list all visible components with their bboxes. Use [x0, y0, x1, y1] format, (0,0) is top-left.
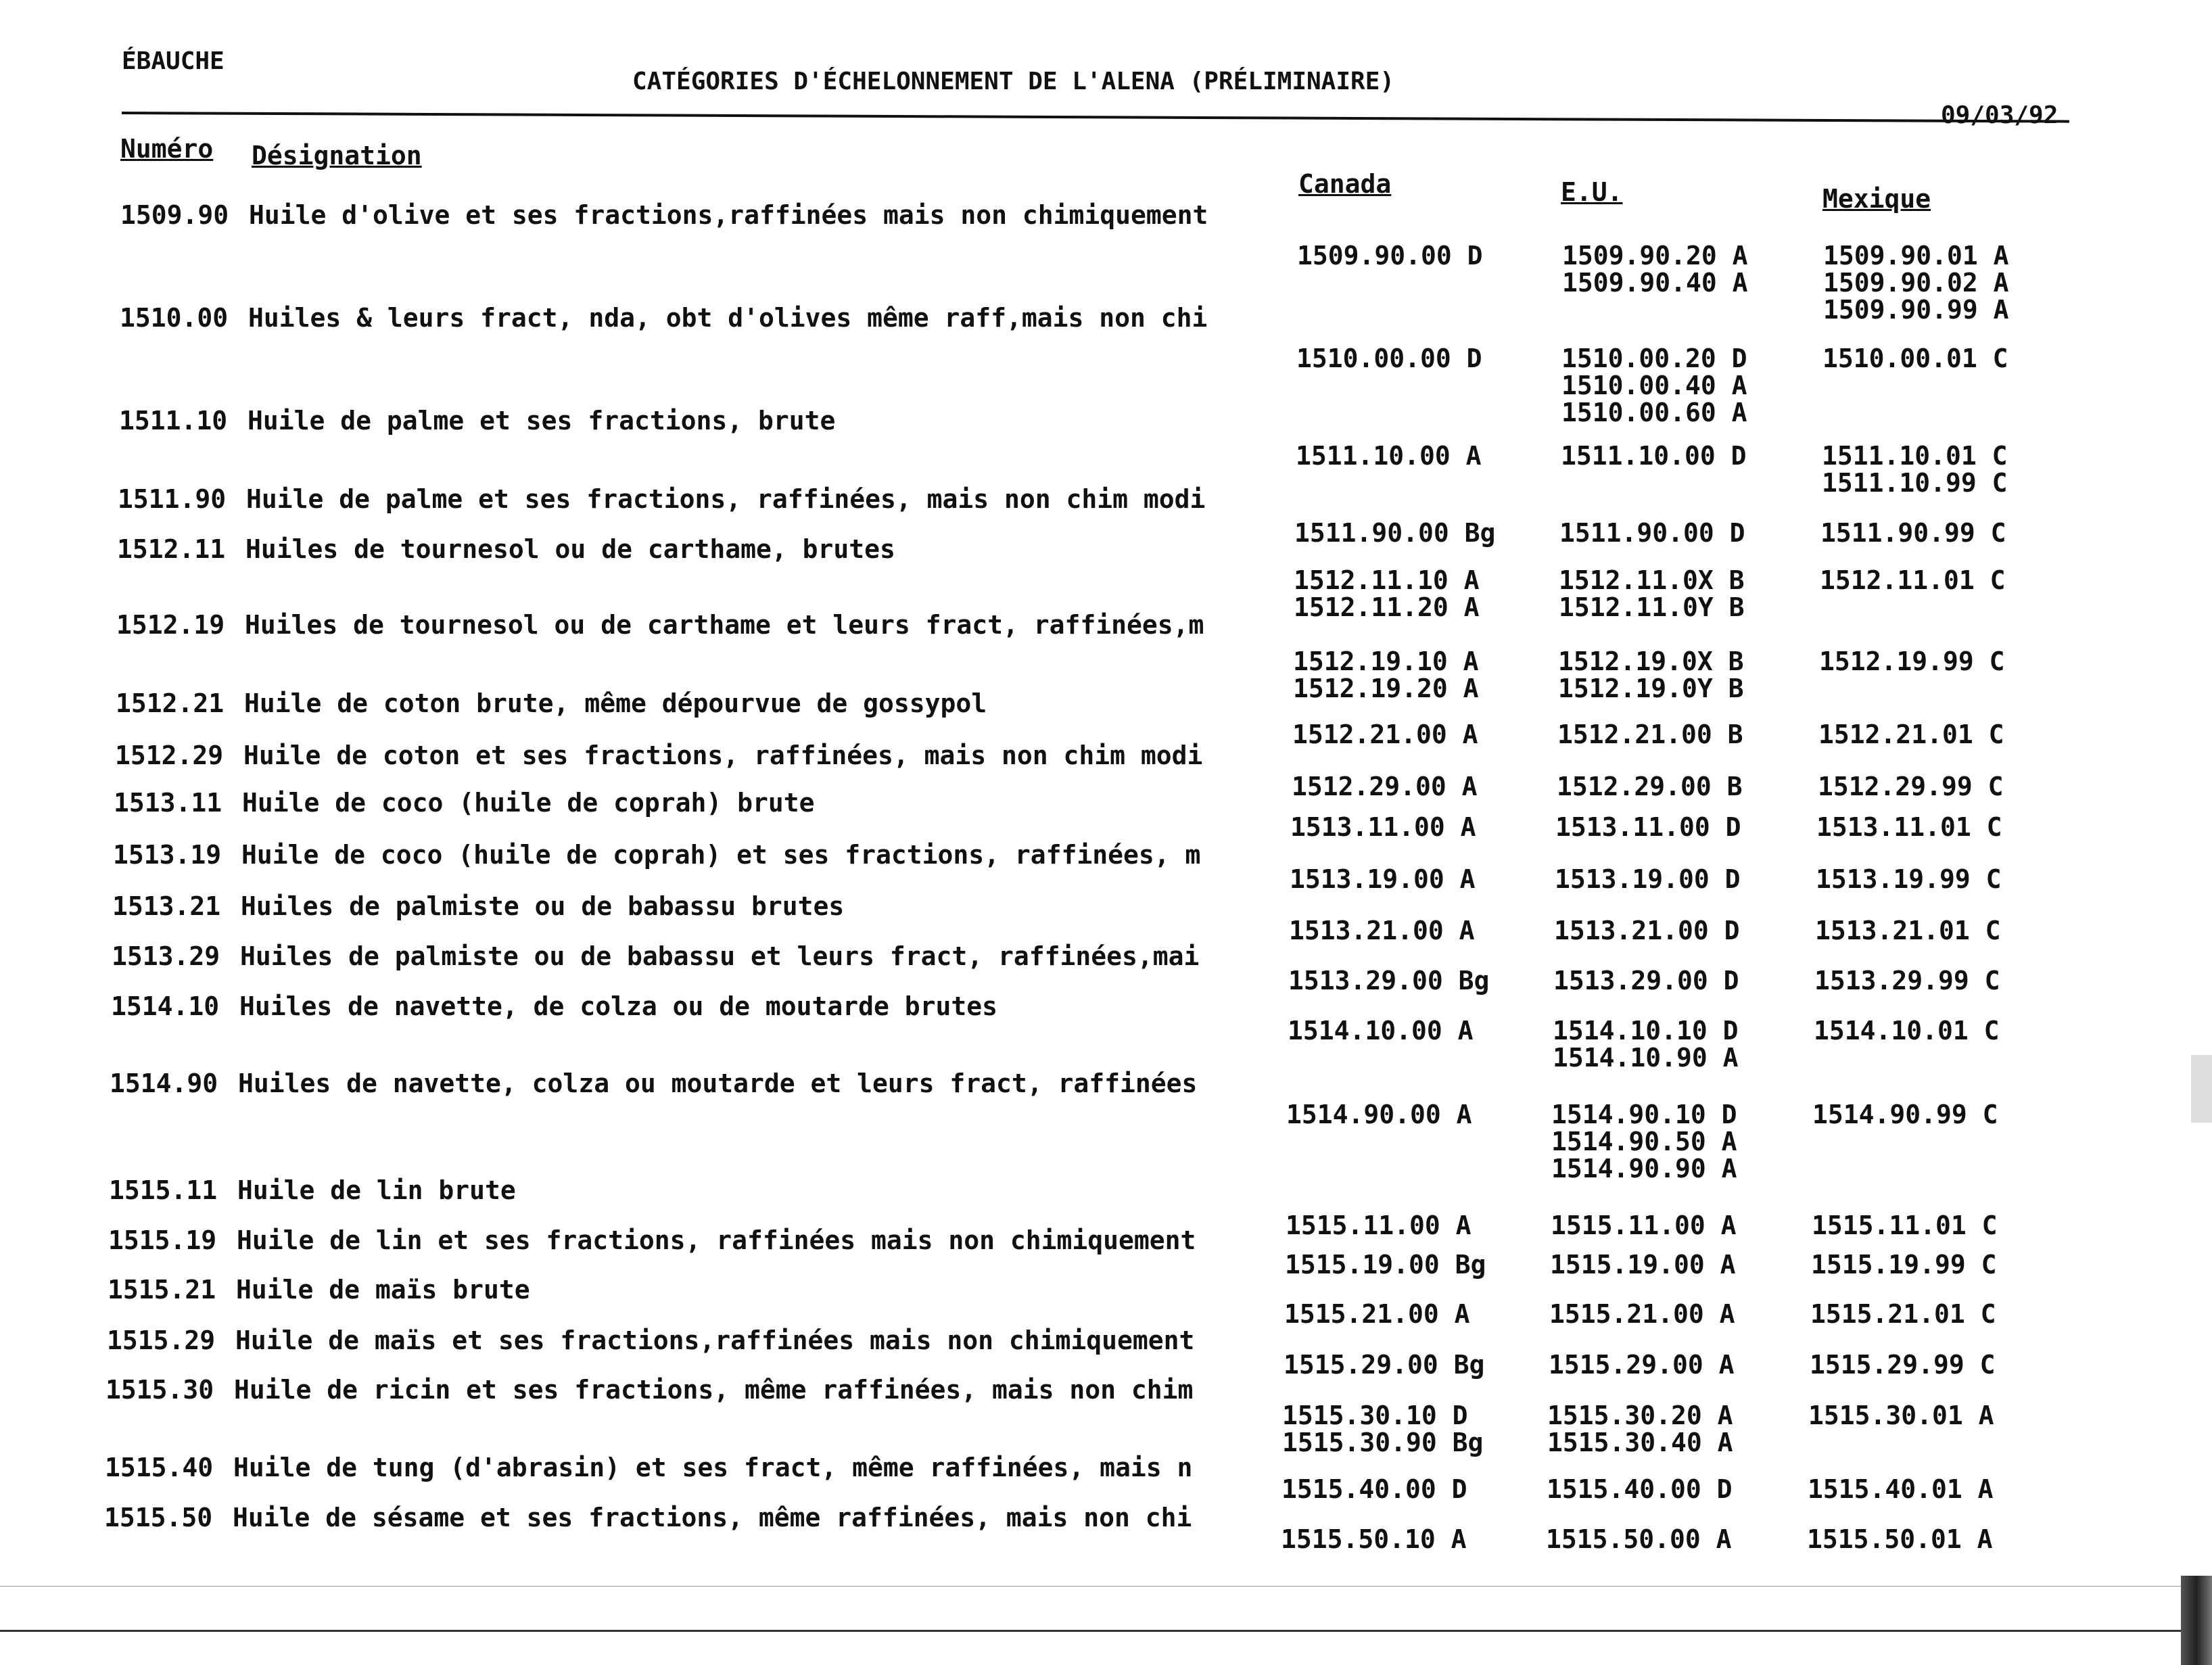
tariff-code: 1512.11.0X B: [1559, 565, 1745, 595]
row-designation: Huile de ricin et ses fractions, même raffinées, mais non chim: [234, 1375, 1194, 1405]
row-designation: Huile de sésame et ses fractions, même raffinées, mais non chi: [233, 1503, 1192, 1532]
tariff-code: 1515.30.01 A: [1808, 1401, 1994, 1430]
canada-codes: [1294, 567, 1480, 621]
row-number: 1511.90: [118, 484, 227, 514]
tariff-code: 1514.10.00 A: [1288, 1016, 1474, 1046]
tariff-code: 1515.40.01 A: [1808, 1474, 1994, 1504]
row-number: 1509.90: [120, 200, 229, 230]
tariff-code: 1512.19.0X B: [1558, 647, 1744, 676]
row-number: 1512.29: [115, 741, 224, 770]
tariff-code: 1515.29.00 Bg: [1284, 1350, 1485, 1380]
tariff-code: 1515.50.01 A: [1807, 1524, 1993, 1554]
document-date: 09/03/92: [1941, 101, 2058, 129]
row-number: 1513.19: [113, 840, 222, 870]
mexico-codes: [1814, 967, 2000, 994]
row-number: 1514.10: [111, 991, 220, 1021]
row-designation: Huiles de tournesol ou de carthame, brutes: [245, 534, 895, 564]
canada-codes: [1292, 721, 1478, 748]
row-designation: Huile de coton et ses fractions, raffinées, mais non chim modi: [243, 741, 1203, 770]
row-number: 1510.00: [120, 303, 229, 333]
tariff-code: 1510.00.40 A: [1561, 371, 1747, 400]
tariff-code: 1515.21.00 A: [1284, 1299, 1470, 1329]
draft-label: ÉBAUCHE: [122, 47, 225, 75]
us-codes: [1554, 917, 1740, 944]
tariff-code: 1510.00.60 A: [1561, 398, 1747, 427]
row-number: 1514.90: [110, 1069, 218, 1098]
tariff-code: 1515.29.99 C: [1810, 1350, 1996, 1380]
canada-codes: [1290, 814, 1476, 841]
row-number: 1515.19: [108, 1225, 217, 1255]
tariff-code: 1515.11.00 A: [1551, 1211, 1737, 1240]
mexico-codes: [1818, 773, 2004, 800]
canada-codes: [1288, 967, 1489, 994]
tariff-code: 1511.90.00 Bg: [1294, 518, 1496, 548]
tariff-code: 1510.00.00 D: [1296, 344, 1482, 373]
tariff-code: 1512.11.20 A: [1294, 592, 1480, 622]
tariff-code: 1515.19.00 A: [1550, 1250, 1736, 1280]
row-number: 1515.40: [105, 1453, 214, 1482]
us-codes: [1561, 442, 1747, 469]
tariff-code: 1511.10.01 C: [1822, 441, 2008, 471]
mexico-codes: [1822, 442, 2008, 496]
row-number: 1515.21: [108, 1275, 216, 1305]
tariff-code: 1515.29.00 A: [1549, 1350, 1735, 1380]
us-codes: [1547, 1402, 1733, 1456]
tariff-code: 1509.90.02 A: [1823, 268, 2009, 298]
tariff-code: 1512.29.00 B: [1557, 772, 1743, 801]
row-number: 1513.11: [114, 788, 222, 818]
row-number: 1515.30: [105, 1375, 214, 1405]
row-designation: Huile de maïs brute: [236, 1275, 530, 1305]
us-codes: [1559, 567, 1745, 621]
mexico-codes: [1822, 345, 2008, 372]
tariff-code: 1515.30.20 A: [1547, 1401, 1733, 1430]
tariff-code: 1514.90.10 D: [1551, 1100, 1737, 1129]
us-codes: [1549, 1300, 1735, 1328]
us-codes: [1553, 967, 1739, 994]
tariff-code: 1513.11.00 A: [1290, 812, 1476, 842]
row-designation: Huile de coco (huile de coprah) et ses fractions, raffinées, m: [241, 840, 1201, 870]
tariff-code: 1509.90.99 A: [1823, 295, 2009, 325]
tariff-code: 1512.11.10 A: [1294, 565, 1480, 595]
mexico-codes: [1811, 1251, 1997, 1278]
row-designation: Huiles & leurs fract, nda, obt d'olives même raff,mais non chi: [248, 303, 1208, 333]
mexico-codes: [1814, 1017, 2000, 1044]
canada-codes: [1286, 1101, 1472, 1128]
canada-codes: [1284, 1351, 1484, 1378]
us-codes: [1551, 1101, 1737, 1182]
tariff-code: 1514.90.50 A: [1551, 1127, 1737, 1156]
row-number: 1515.29: [107, 1326, 216, 1355]
canada-codes: [1285, 1251, 1486, 1278]
tariff-code: 1510.00.20 D: [1561, 344, 1747, 373]
row-number: 1515.50: [104, 1503, 213, 1532]
tariff-code: 1513.29.99 C: [1814, 966, 2000, 995]
tariff-code: 1512.21.00 B: [1557, 720, 1743, 749]
us-codes: [1555, 866, 1741, 893]
tariff-code: 1511.90.99 C: [1820, 518, 2006, 548]
us-codes: [1557, 773, 1743, 800]
canada-codes: [1296, 345, 1482, 372]
column-header-mexico: Mexique: [1822, 184, 1931, 214]
tariff-code: 1513.19.99 C: [1816, 864, 2002, 894]
row-designation: Huile d'olive et ses fractions,raffinées mais non chimiquement: [249, 200, 1208, 230]
us-codes: [1562, 242, 1748, 296]
tariff-code: 1511.10.99 C: [1822, 468, 2008, 498]
tariff-code: 1513.29.00 Bg: [1288, 966, 1490, 995]
tariff-code: 1509.90.40 A: [1562, 268, 1748, 298]
tariff-code: 1513.21.00 D: [1554, 916, 1740, 945]
column-header-designation: Désignation: [252, 141, 422, 170]
tariff-code: 1515.30.40 A: [1547, 1428, 1733, 1457]
tariff-code: 1515.30.90 Bg: [1282, 1428, 1484, 1457]
row-designation: Huile de coco (huile de coprah) brute: [242, 788, 815, 818]
row-number: 1511.10: [119, 406, 228, 436]
row-designation: Huile de palme et ses fractions, brute: [248, 406, 836, 436]
tariff-code: 1509.90.01 A: [1823, 241, 2009, 271]
canada-codes: [1282, 1402, 1483, 1456]
tariff-code: 1512.21.00 A: [1292, 720, 1478, 749]
row-number: 1513.21: [112, 891, 221, 921]
footer-rule: [0, 1630, 2212, 1632]
us-codes: [1546, 1526, 1732, 1553]
us-codes: [1561, 345, 1747, 426]
tariff-code: 1510.00.01 C: [1822, 344, 2008, 373]
tariff-code: 1513.19.00 A: [1290, 864, 1476, 894]
tariff-code: 1515.40.00 D: [1547, 1474, 1733, 1504]
row-number: 1513.29: [112, 941, 220, 971]
mexico-codes: [1812, 1101, 1998, 1128]
tariff-code: 1512.19.20 A: [1293, 674, 1479, 703]
row-designation: Huile de lin et ses fractions, raffinées mais non chimiquement: [237, 1225, 1196, 1255]
mexico-codes: [1810, 1351, 1996, 1378]
tariff-code: 1515.19.99 C: [1811, 1250, 1997, 1280]
tariff-code: 1514.10.01 C: [1814, 1016, 2000, 1046]
column-header-us: E.U.: [1561, 177, 1623, 207]
canada-codes: [1281, 1526, 1467, 1553]
mexico-codes: [1816, 814, 2002, 841]
mexico-codes: [1820, 519, 2006, 546]
us-codes: [1555, 814, 1741, 841]
column-header-canada: Canada: [1298, 169, 1392, 199]
mexico-codes: [1820, 567, 2006, 594]
canada-codes: [1296, 442, 1482, 469]
row-designation: Huile de palme et ses fractions, raffinées, mais non chim modi: [246, 484, 1206, 514]
tariff-code: 1514.10.90 A: [1553, 1043, 1739, 1073]
tariff-code: 1514.90.90 A: [1551, 1154, 1737, 1183]
us-codes: [1553, 1017, 1739, 1071]
tariff-code: 1512.11.0Y B: [1559, 592, 1745, 622]
scan-edge-mark: [2191, 1055, 2212, 1123]
mexico-codes: [1807, 1526, 1993, 1553]
us-codes: [1557, 721, 1743, 748]
row-designation: Huile de lin brute: [237, 1175, 516, 1205]
tariff-code: 1509.90.00 D: [1297, 241, 1483, 271]
row-number: 1512.19: [116, 610, 225, 640]
tariff-code: 1515.40.00 D: [1281, 1474, 1467, 1504]
canada-codes: [1292, 773, 1478, 800]
tariff-code: 1513.29.00 D: [1553, 966, 1739, 995]
tariff-code: 1515.11.00 A: [1286, 1211, 1472, 1240]
canada-codes: [1293, 648, 1479, 702]
mexico-codes: [1812, 1212, 1998, 1239]
mexico-codes: [1815, 917, 2001, 944]
tariff-code: 1513.19.00 D: [1555, 864, 1741, 894]
scan-edge-shadow: [2181, 1576, 2212, 1665]
tariff-code: 1511.10.00 A: [1296, 441, 1482, 471]
us-codes: [1550, 1251, 1736, 1278]
tariff-code: 1515.21.01 C: [1810, 1299, 1996, 1329]
row-designation: Huile de tung (d'abrasin) et ses fract, même raffinées, mais n: [233, 1453, 1193, 1482]
canada-codes: [1297, 242, 1483, 269]
mexico-codes: [1823, 242, 2009, 323]
row-designation: Huile de coton brute, même dépourvue de gossypol: [244, 688, 987, 718]
tariff-code: 1511.10.00 D: [1561, 441, 1747, 471]
tariff-code: 1515.50.10 A: [1281, 1524, 1467, 1554]
mexico-codes: [1819, 648, 2005, 675]
column-header-number: Numéro: [120, 134, 214, 164]
row-designation: Huiles de palmiste ou de babassu brutes: [241, 891, 845, 921]
scan-line: [0, 1586, 2212, 1587]
us-codes: [1547, 1476, 1733, 1503]
tariff-code: 1512.29.99 C: [1818, 772, 2004, 801]
canada-codes: [1294, 519, 1495, 546]
row-designation: Huiles de navette, colza ou moutarde et leurs fract, raffinées: [238, 1069, 1198, 1098]
tariff-code: 1513.21.01 C: [1815, 916, 2001, 945]
tariff-code: 1515.19.00 Bg: [1285, 1250, 1486, 1280]
page-title: CATÉGORIES D'ÉCHELONNEMENT DE L'ALENA (PRÉLIMINAIRE): [632, 68, 1395, 95]
tariff-code: 1512.19.0Y B: [1558, 674, 1744, 703]
tariff-code: 1511.90.00 D: [1559, 518, 1745, 548]
row-designation: Huile de maïs et ses fractions,raffinées mais non chimiquement: [235, 1326, 1195, 1355]
tariff-code: 1513.11.00 D: [1555, 812, 1741, 842]
tariff-code: 1512.19.99 C: [1819, 647, 2005, 676]
canada-codes: [1289, 917, 1475, 944]
us-codes: [1551, 1212, 1737, 1239]
mexico-codes: [1808, 1476, 1994, 1503]
us-codes: [1559, 519, 1745, 546]
row-number: 1512.21: [116, 688, 225, 718]
tariff-code: 1515.50.00 A: [1546, 1524, 1732, 1554]
mexico-codes: [1808, 1402, 1994, 1429]
tariff-code: 1515.11.01 C: [1812, 1211, 1998, 1240]
mexico-codes: [1816, 866, 2002, 893]
row-designation: Huiles de palmiste ou de babassu et leurs fract, raffinées,mai: [240, 941, 1200, 971]
tariff-code: 1514.90.99 C: [1812, 1100, 1998, 1129]
row-designation: Huiles de navette, de colza ou de moutarde brutes: [239, 991, 998, 1021]
tariff-code: 1513.21.00 A: [1289, 916, 1475, 945]
tariff-code: 1512.29.00 A: [1292, 772, 1478, 801]
tariff-code: 1514.10.10 D: [1553, 1016, 1739, 1046]
row-number: 1515.11: [109, 1175, 218, 1205]
mexico-codes: [1810, 1300, 1996, 1328]
tariff-code: 1514.90.00 A: [1286, 1100, 1472, 1129]
row-number: 1512.11: [117, 534, 226, 564]
tariff-code: 1512.11.01 C: [1820, 565, 2006, 595]
tariff-code: 1513.11.01 C: [1816, 812, 2002, 842]
header-rule: [122, 112, 2069, 123]
canada-codes: [1288, 1017, 1474, 1044]
tariff-code: 1515.30.10 D: [1282, 1401, 1468, 1430]
row-designation: Huiles de tournesol ou de carthame et leurs fract, raffinées,m: [245, 610, 1204, 640]
canada-codes: [1281, 1476, 1467, 1503]
us-codes: [1558, 648, 1744, 702]
tariff-code: 1512.19.10 A: [1293, 647, 1479, 676]
canada-codes: [1286, 1212, 1472, 1239]
tariff-code: 1512.21.01 C: [1818, 720, 2004, 749]
tariff-code: 1509.90.20 A: [1562, 241, 1748, 271]
us-codes: [1549, 1351, 1735, 1378]
tariff-code: 1515.21.00 A: [1549, 1299, 1735, 1329]
canada-codes: [1284, 1300, 1470, 1328]
canada-codes: [1290, 866, 1476, 893]
mexico-codes: [1818, 721, 2004, 748]
